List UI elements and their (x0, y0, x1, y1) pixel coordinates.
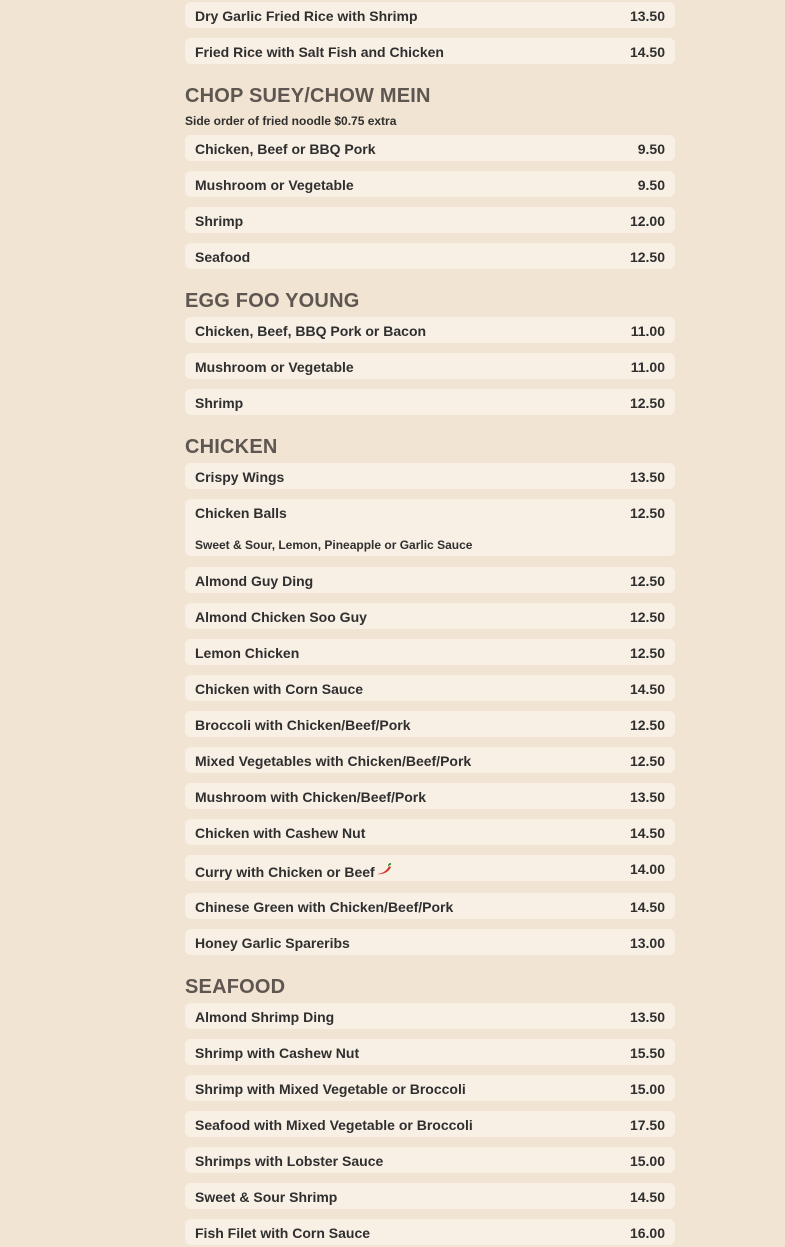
item-price: 15.00 (629, 1081, 665, 1097)
menu-item (185, 38, 675, 64)
item-name: Chicken, Beef, BBQ Pork or Bacon (195, 323, 427, 339)
menu-item (185, 639, 675, 665)
item-name: Shrimp with Cashew Nut (195, 1045, 360, 1061)
menu-item (185, 1183, 675, 1209)
menu-item (185, 603, 675, 629)
item-name: Chicken, Beef or BBQ Pork (195, 141, 376, 157)
menu-item (185, 1075, 675, 1101)
item-price: 12.00 (629, 213, 665, 229)
section-title-chop-suey: CHOP SUEY/CHOW MEIN (185, 85, 431, 107)
item-name: Almond Chicken Soo Guy (195, 609, 367, 625)
item-name: Chicken Balls (195, 505, 287, 521)
menu-item (185, 135, 675, 161)
menu-item (185, 1147, 675, 1173)
item-name: Almond Guy Ding (195, 573, 314, 589)
item-name-wrap (195, 863, 392, 880)
menu-item (185, 243, 675, 269)
item-price: 12.50 (629, 395, 665, 411)
menu-item (185, 1219, 675, 1245)
item-name: Seafood with Mixed Vegetable or Broccoli (195, 1117, 473, 1133)
menu-item (185, 819, 675, 845)
menu-item (185, 1111, 675, 1137)
item-price: 14.50 (629, 899, 665, 915)
chili-pepper-icon (376, 863, 392, 875)
item-price: 9.50 (637, 177, 665, 193)
item-price: 12.50 (629, 717, 665, 733)
item-price: 12.50 (629, 249, 665, 265)
item-price: 14.50 (629, 1189, 665, 1205)
item-price: 12.50 (629, 753, 665, 769)
item-price: 16.00 (629, 1225, 665, 1241)
item-price: 13.50 (629, 1009, 665, 1025)
item-name: Crispy Wings (195, 469, 285, 485)
item-name: Sweet & Sour Shrimp (195, 1189, 338, 1205)
menu-item (185, 499, 675, 556)
item-price: 12.50 (629, 505, 665, 521)
menu-item (185, 463, 675, 489)
menu-item (185, 747, 675, 773)
item-name: Curry with Chicken or Beef (195, 864, 375, 880)
item-name: Dry Garlic Fried Rice with Shrimp (195, 8, 418, 24)
item-name: Honey Garlic Spareribs (195, 935, 350, 951)
item-name: Chinese Green with Chicken/Beef/Pork (195, 899, 454, 915)
item-price: 12.50 (629, 645, 665, 661)
menu-item (185, 171, 675, 197)
section-title-chicken: CHICKEN (185, 436, 278, 458)
item-name: Mushroom or Vegetable (195, 177, 354, 193)
item-price: 15.50 (629, 1045, 665, 1061)
item-name: Mushroom with Chicken/Beef/Pork (195, 789, 427, 805)
menu-item (185, 2, 675, 28)
section-title-seafood: SEAFOOD (185, 976, 286, 998)
menu-item (185, 389, 675, 415)
item-name: Shrimp (195, 213, 244, 229)
item-price: 13.50 (629, 789, 665, 805)
item-price: 12.50 (629, 573, 665, 589)
item-name: Chicken with Corn Sauce (195, 681, 364, 697)
item-price: 13.50 (629, 8, 665, 24)
item-name: Mushroom or Vegetable (195, 359, 354, 375)
item-name: Mixed Vegetables with Chicken/Beef/Pork (195, 753, 472, 769)
item-name: Fish Filet with Corn Sauce (195, 1225, 371, 1241)
menu-item (185, 675, 675, 701)
item-price: 9.50 (637, 141, 665, 157)
item-price: 13.50 (629, 469, 665, 485)
section-note: Side order of fried noodle $0.75 extra (185, 114, 397, 128)
item-name: Shrimp with Mixed Vegetable or Broccoli (195, 1081, 466, 1097)
item-price: 14.50 (629, 44, 665, 60)
item-price: 11.00 (630, 323, 665, 339)
item-price: 11.00 (630, 359, 665, 375)
menu-item (185, 783, 675, 809)
menu-item (185, 567, 675, 593)
menu-item (185, 353, 675, 379)
item-price: 12.50 (629, 609, 665, 625)
item-description: Sweet & Sour, Lemon, Pineapple or Garlic Sauce (195, 538, 473, 552)
item-price: 14.00 (629, 861, 665, 877)
item-price: 14.50 (629, 825, 665, 841)
menu-item (185, 711, 675, 737)
menu-item (185, 207, 675, 233)
item-name: Almond Shrimp Ding (195, 1009, 335, 1025)
item-name: Chicken with Cashew Nut (195, 825, 366, 841)
item-name: Broccoli with Chicken/Beef/Pork (195, 717, 411, 733)
item-price: 14.50 (629, 681, 665, 697)
menu-item (185, 317, 675, 343)
item-name: Fried Rice with Salt Fish and Chicken (195, 44, 444, 60)
item-price: 15.00 (629, 1153, 665, 1169)
menu-item (185, 855, 675, 881)
item-name: Shrimp (195, 395, 244, 411)
item-name: Lemon Chicken (195, 645, 300, 661)
item-name: Seafood (195, 249, 251, 265)
menu-item (185, 1003, 675, 1029)
item-price: 13.00 (629, 935, 665, 951)
menu-item (185, 893, 675, 919)
menu-item (185, 929, 675, 955)
item-name: Shrimps with Lobster Sauce (195, 1153, 384, 1169)
section-title-egg-foo-young: EGG FOO YOUNG (185, 290, 360, 312)
menu-item (185, 1039, 675, 1065)
item-price: 17.50 (629, 1117, 665, 1133)
